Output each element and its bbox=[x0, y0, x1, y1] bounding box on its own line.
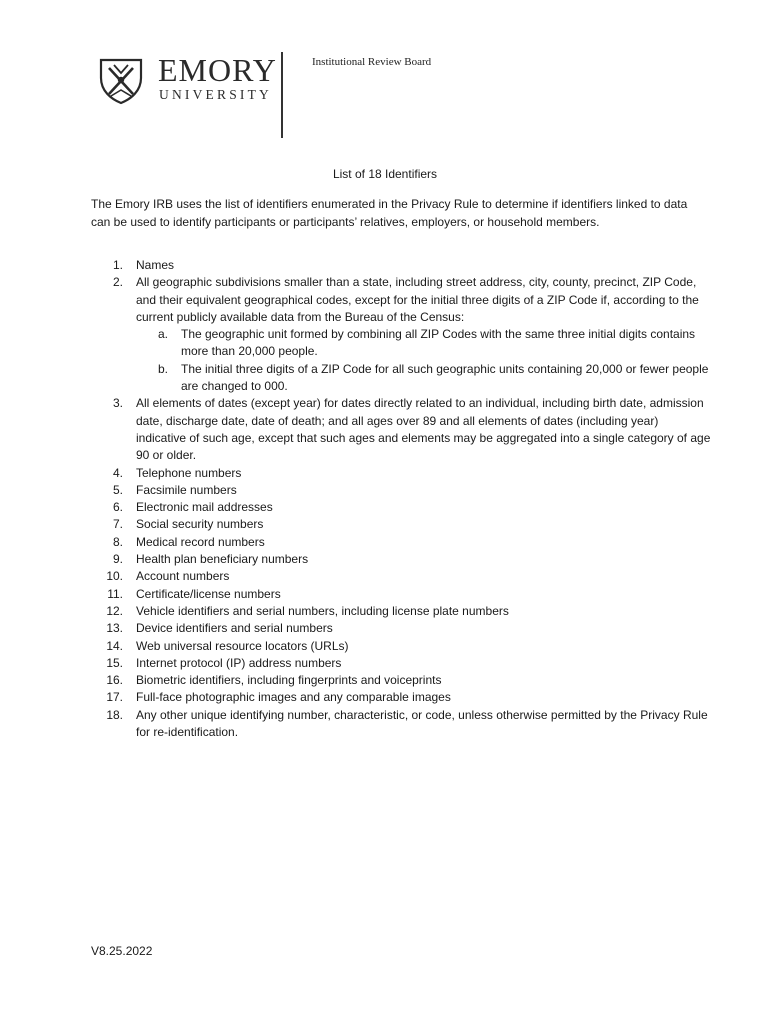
list-text: Names bbox=[136, 258, 175, 272]
list-item bbox=[91, 482, 711, 499]
list-item bbox=[91, 689, 711, 706]
version-label: V8.25.2022 bbox=[91, 944, 153, 958]
list-text: Internet protocol (IP) address numbers bbox=[136, 655, 342, 670]
list-text: All elements of dates (except year) for dates directly related to an individual, including birth date, admission date, discharge date, date of death; and all ages over 89 and all elements of dates (including year) indicative of such age, except that such ages and elements may be aggregated into a single category of age 90 or older. bbox=[136, 396, 711, 463]
list-text: Electronic mail addresses bbox=[136, 500, 273, 515]
list-number: 6. bbox=[112, 500, 123, 515]
list-text: Vehicle identifiers and serial numbers, including license plate numbers bbox=[136, 603, 509, 618]
document-title: List of 18 Identifiers bbox=[332, 167, 438, 181]
list-number: 14. bbox=[106, 638, 123, 653]
sub-list-text: The initial three digits of a ZIP Code for all such geographic units containing 20,000 or fewer people are changed to 000. bbox=[181, 361, 709, 394]
list-number: 8. bbox=[112, 534, 123, 549]
list-item bbox=[91, 274, 711, 395]
list-item bbox=[91, 499, 711, 516]
list-number: 4. bbox=[112, 465, 123, 480]
list-item bbox=[91, 707, 711, 742]
list-item bbox=[91, 395, 711, 464]
list-text: Full-face photographic images and any comparable images bbox=[136, 690, 451, 705]
list-number: 12. bbox=[106, 603, 123, 618]
list-text: Any other unique identifying number, characteristic, or code, unless otherwise permitted by the Privacy Rule for re-identification. bbox=[136, 707, 708, 740]
list-text: Certificate/license numbers bbox=[136, 586, 281, 601]
list-item bbox=[91, 257, 711, 274]
sub-list-letter: a. bbox=[157, 327, 168, 342]
list-text: Biometric identifiers, including fingerprints and voiceprints bbox=[136, 673, 442, 688]
list-item bbox=[91, 534, 711, 551]
sub-list-text: The geographic unit formed by combining all ZIP Codes with the same three initial digits contains more than 20,000 people. bbox=[181, 327, 696, 359]
list-number: 17. bbox=[106, 690, 123, 705]
list-text: Medical record numbers bbox=[136, 534, 265, 549]
list-item bbox=[91, 638, 711, 655]
list-item bbox=[91, 465, 711, 482]
list-text: Facsimile numbers bbox=[136, 482, 237, 497]
sub-list bbox=[136, 326, 711, 395]
list-number: 5. bbox=[112, 482, 123, 497]
sub-list-item bbox=[91, 361, 711, 396]
list-text: All geographic subdivisions smaller than a state, including street address, city, county, precinct, ZIP Code, and their equivalent geographical codes, except for the initial three digits of a ZIP Code if, according to the current publicly available data from the Bureau of the Census: bbox=[136, 275, 699, 324]
list-number: 3. bbox=[112, 396, 123, 411]
list-text: Telephone numbers bbox=[136, 465, 242, 480]
list-number: 15. bbox=[106, 655, 123, 670]
list-item bbox=[91, 586, 711, 603]
list-item bbox=[91, 620, 711, 637]
list-text: Social security numbers bbox=[136, 517, 264, 532]
list-number: 18. bbox=[106, 707, 123, 722]
sub-list-letter: b. bbox=[157, 361, 168, 376]
list-item bbox=[91, 568, 711, 585]
emory-shield-icon bbox=[96, 56, 146, 106]
list-item bbox=[91, 516, 711, 533]
list-text: Device identifiers and serial numbers bbox=[136, 621, 333, 636]
list-text: Web universal resource locators (URLs) bbox=[136, 638, 349, 653]
brand-subtitle: UNIVERSITY bbox=[159, 87, 272, 102]
list-text: Account numbers bbox=[136, 569, 230, 584]
brand-name: EMORY bbox=[158, 52, 277, 88]
list-item bbox=[91, 655, 711, 672]
department-name: Institutional Review Board bbox=[312, 56, 432, 68]
list-number: 11. bbox=[107, 586, 123, 601]
list-text: Health plan beneficiary numbers bbox=[136, 552, 309, 567]
list-item bbox=[91, 672, 711, 689]
list-number: 1. bbox=[112, 258, 123, 272]
sub-list-item bbox=[91, 326, 711, 361]
list-number: 2. bbox=[112, 275, 123, 290]
list-number: 7. bbox=[112, 517, 123, 532]
header-divider bbox=[281, 52, 283, 138]
list-item bbox=[91, 603, 711, 620]
intro-paragraph: The Emory IRB uses the list of identifiers enumerated in the Privacy Rule to determine if identifiers linked to data can be used to identify participants or participants’ relatives, employers, or household members. bbox=[91, 197, 688, 229]
list-number: 9. bbox=[112, 552, 123, 567]
list-item bbox=[91, 551, 711, 568]
list-number: 13. bbox=[106, 621, 123, 636]
list-number: 16. bbox=[106, 673, 123, 688]
list-number: 10. bbox=[106, 569, 123, 584]
identifier-list bbox=[91, 257, 711, 741]
page-header bbox=[0, 0, 770, 150]
